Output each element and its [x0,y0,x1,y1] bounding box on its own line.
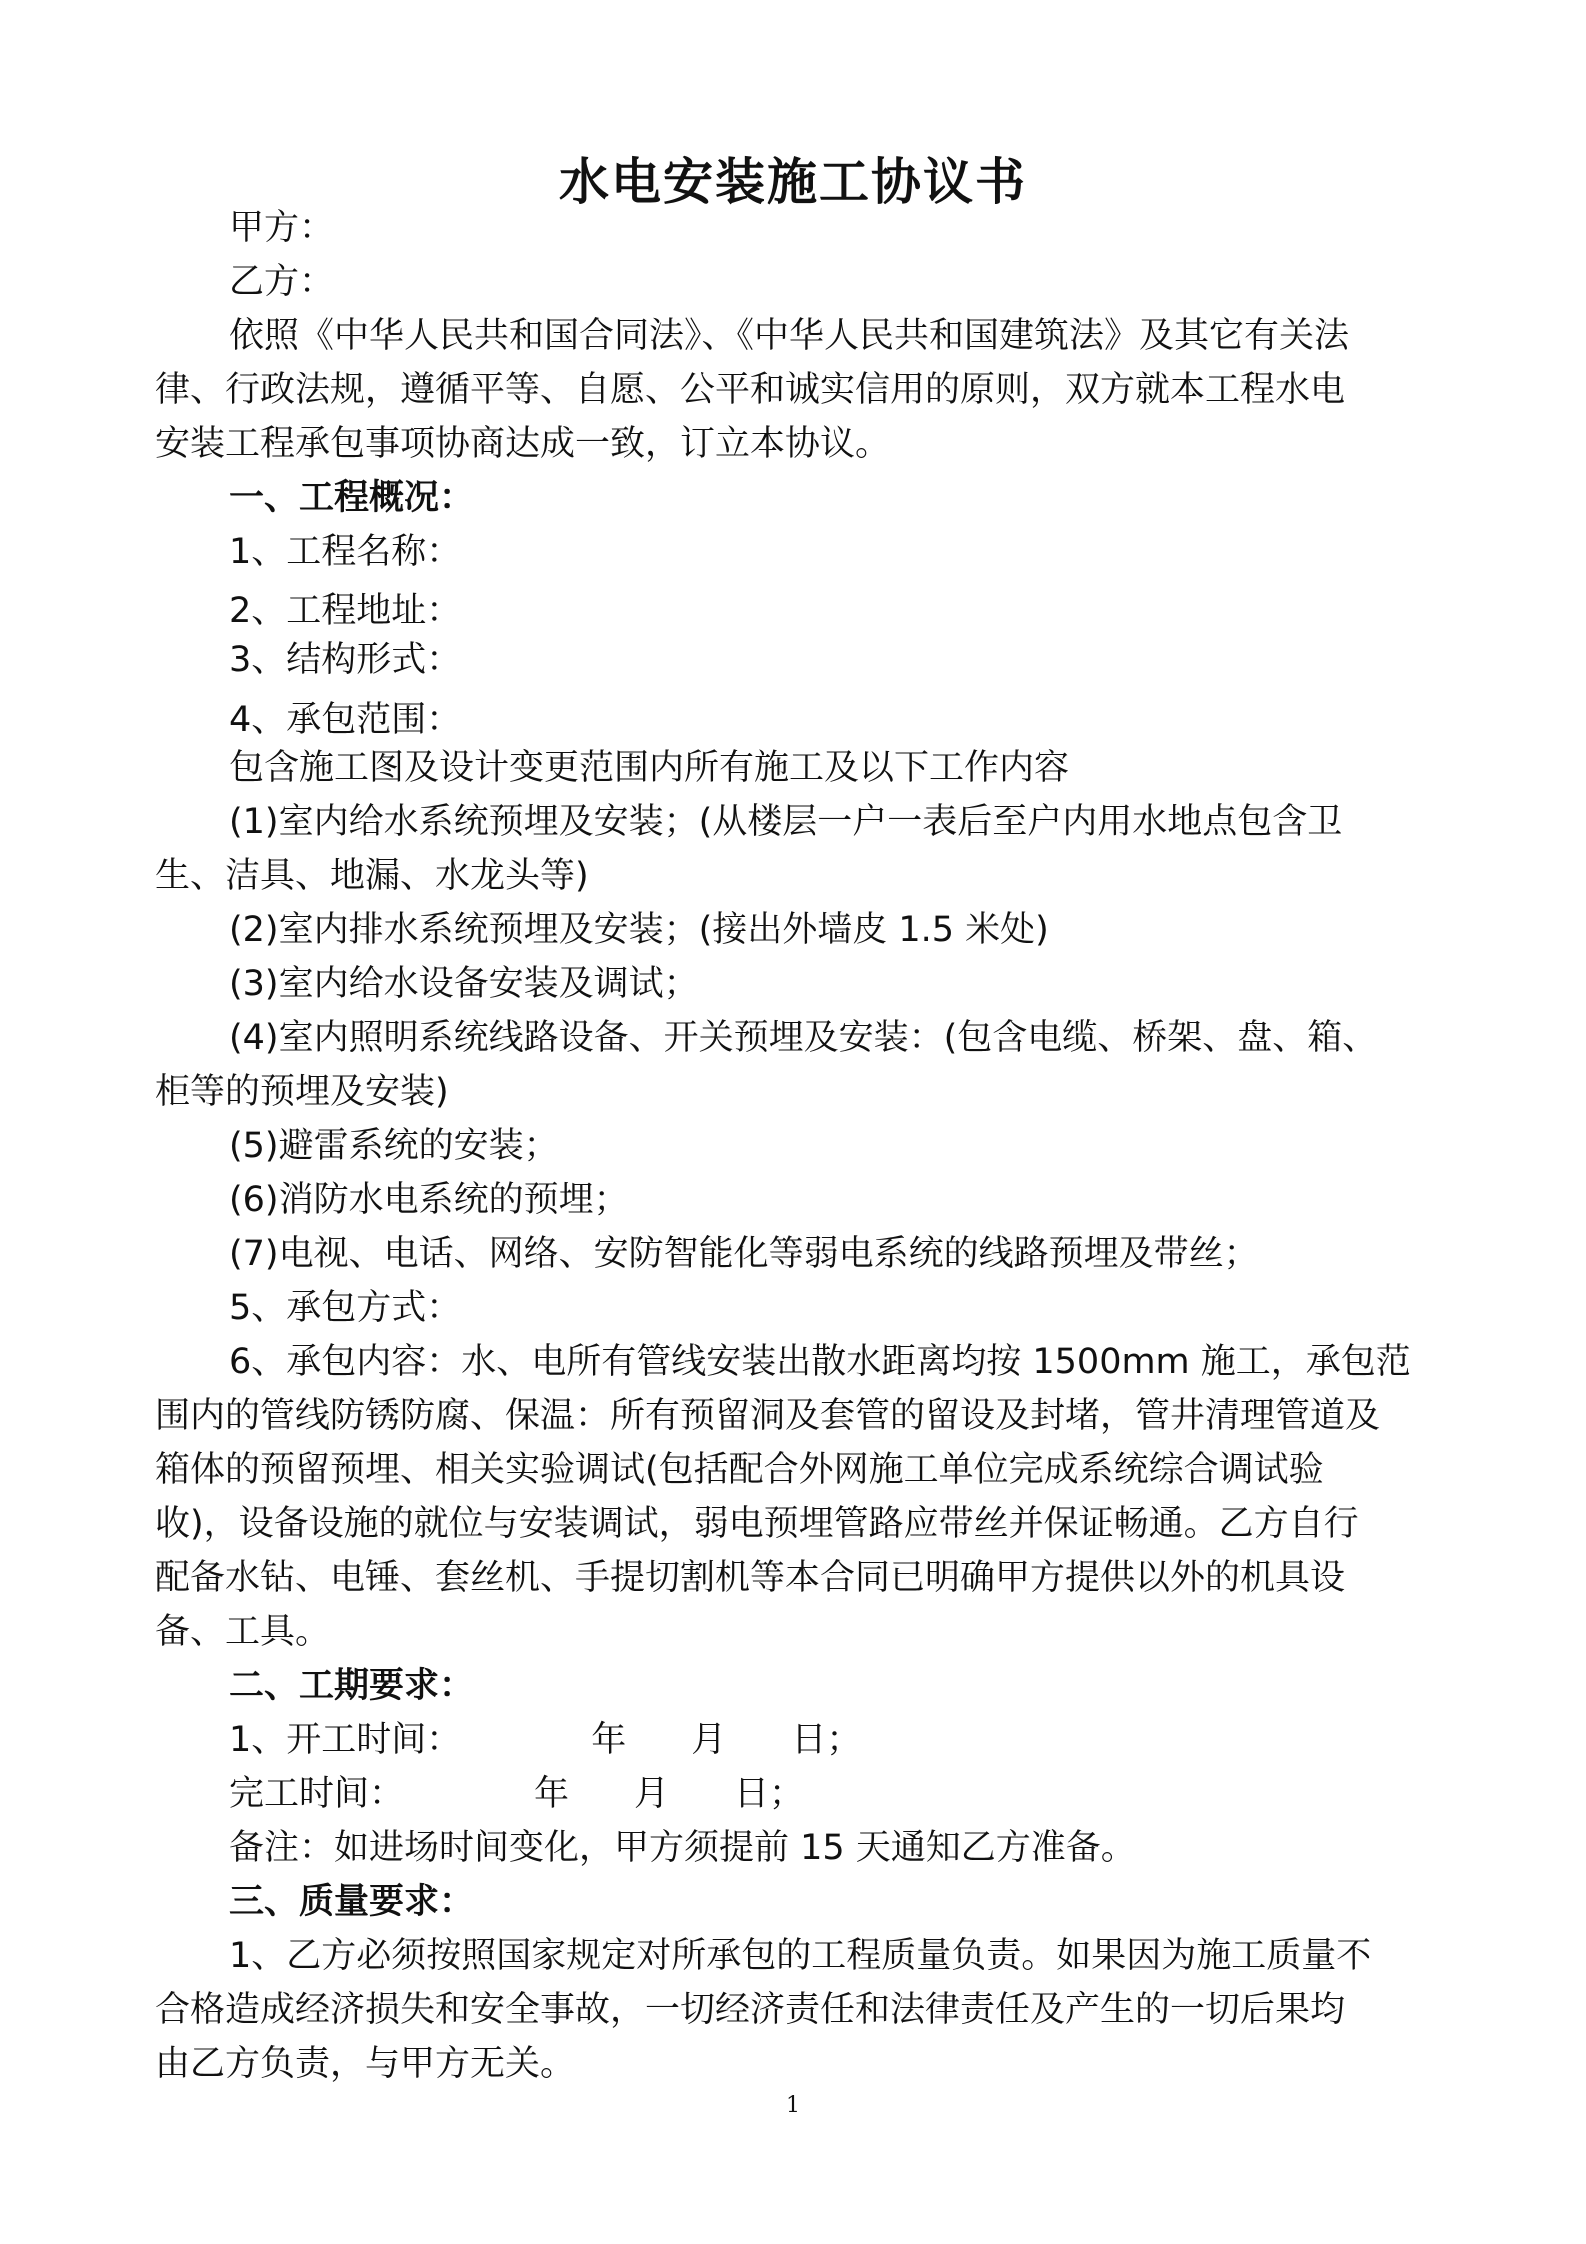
clause-line: 1、工程名称： [229,532,462,572]
preamble-line: 安装工程承包事项协商达成一致，订立本协议。 [155,424,891,464]
start-month: 月 [691,1720,727,1760]
clause-line: 由乙方负责，与甲方无关。 [155,2044,576,2084]
end-date-line [229,1774,1529,1814]
scope-item: (3)室内给水设备安装及调试； [229,964,699,1004]
scope-item: 生、洁具、地漏、水龙头等) [155,856,589,896]
section-heading: 三、质量要求： [229,1882,475,1922]
preamble-line: 依照《中华人民共和国合同法》、《中华人民共和国建筑法》及其它有关法 [229,316,1350,356]
section-heading: 一、工程概况： [229,478,475,518]
end-month: 月 [634,1774,670,1814]
page-number: 1 [786,2093,800,2118]
document-title: 水电安装施工协议书 [559,153,1027,211]
clause-line: 1、乙方必须按照国家规定对所承包的工程质量负责。如果因为施工质量不 [229,1936,1372,1976]
clause-line: 收)，设备设施的就位与安装调试，弱电预埋管路应带丝并保证畅通。乙方自行 [155,1504,1359,1544]
section-heading: 二、工期要求： [229,1666,475,1706]
scope-item: (4)室内照明系统线路设备、开关预埋及安装：(包含电缆、桥架、盘、箱、 [229,1018,1378,1058]
start-year: 年 [591,1720,627,1760]
clause-line: 箱体的预留预埋、相关实验调试(包括配合外网施工单位完成系统综合调试验 [155,1450,1324,1490]
clause-line: 备、工具。 [155,1612,331,1652]
note-line: 备注：如进场时间变化，甲方须提前 15 天通知乙方准备。 [229,1828,1136,1868]
scope-item: (5)避雷系统的安装； [229,1126,559,1166]
start-day: 日； [791,1720,862,1760]
party-b-line: 乙方： [229,262,335,302]
preamble-line: 律、行政法规，遵循平等、自愿、公平和诚实信用的原则，双方就本工程水电 [155,370,1346,410]
scope-item: (6)消防水电系统的预埋； [229,1180,629,1220]
end-date-label: 完工时间： [229,1774,405,1814]
party-a-line: 甲方： [229,208,335,248]
scope-item: (7)电视、电话、网络、安防智能化等弱电系统的线路预埋及带丝； [229,1234,1259,1274]
clause-line: 合格造成经济损失和安全事故，一切经济责任和法律责任及产生的一切后果均 [155,1990,1346,2030]
clause-line: 配备水钻、电锤、套丝机、手提切割机等本合同已明确甲方提供以外的机具设 [155,1558,1346,1598]
scope-item: (1)室内给水系统预埋及安装；(从楼层一户一表后至户内用水地点包含卫 [229,802,1343,842]
end-day: 日； [734,1774,805,1814]
clause-line: 包含施工图及设计变更范围内所有施工及以下工作内容 [229,748,1070,788]
clause-line: 4、承包范围： [229,700,462,740]
clause-line: 5、承包方式： [229,1288,462,1328]
clause-line: 围内的管线防锈防腐、保温：所有预留洞及套管的留设及封堵，管井清理管道及 [155,1396,1381,1436]
clause-line: 3、结构形式： [229,640,462,680]
scope-item: (2)室内排水系统预埋及安装；(接出外墙皮 1.5 米处) [229,910,1049,950]
clause-line: 2、工程地址： [229,591,462,631]
start-date-label: 1、开工时间： [229,1720,462,1760]
clause-line: 6、承包内容：水、电所有管线安装出散水距离均按 1500mm 施工，承包范 [229,1342,1411,1382]
start-date-line [229,1720,1529,1760]
end-year: 年 [534,1774,570,1814]
scope-item: 柜等的预埋及安装) [155,1072,449,1112]
